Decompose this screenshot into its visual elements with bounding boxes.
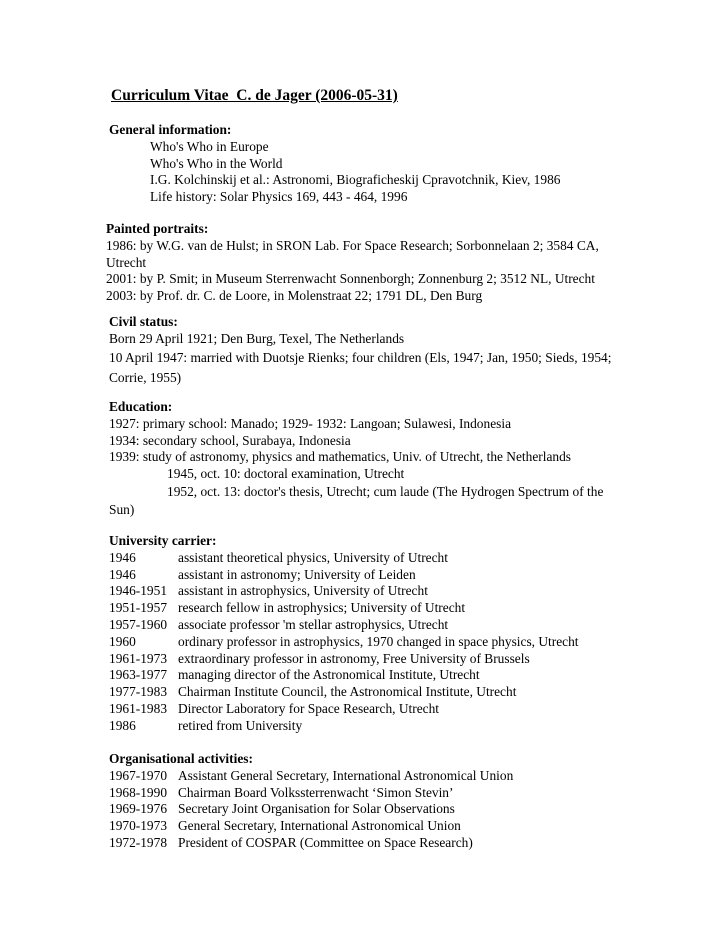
university-career-section [109,533,629,735]
row-year: 1967-1970 [109,767,168,783]
table-row [109,567,629,584]
table-row [109,667,629,684]
table-row [109,818,629,835]
list-item: 1934: secondary school, Surabaya, Indonesia [109,432,351,448]
table-row [109,684,629,701]
list-item: 1952, oct. 13: doctor's thesis, Utrecht; cum laude (The Hydrogen Spectrum of the [167,483,604,499]
section-heading: General information: [109,122,232,137]
section-heading: University carrier: [109,533,217,548]
row-year: 1946 [109,549,136,565]
list-item: 1927: primary school: Manado; 1929- 1932: Langoan; Sulawesi, Indonesia [109,415,512,431]
table-row [109,835,629,852]
row-year: 1968-1990 [109,784,168,800]
education-section [109,399,604,519]
row-description: Secretary Joint Organisation for Solar Observations [178,801,455,817]
row-year: 1963-1977 [109,667,168,683]
section-heading: Painted portraits: [106,221,209,236]
row-year: 1961-1973 [109,650,168,666]
table-row [109,651,629,668]
row-description: managing director of the Astronomical Institute, Utrecht [178,667,480,683]
table-row [109,768,629,785]
organisational-activities-section [109,751,629,852]
list-item: Born 29 April 1921; Den Burg, Texel, The Netherlands [109,330,405,346]
civil-status-section [109,314,614,388]
table-row [109,785,629,802]
row-description: assistant in astronomy; University of Leiden [178,566,416,582]
row-description: Chairman Institute Council, the Astronomical Institute, Utrecht [178,684,517,700]
row-description: Chairman Board Volkssterrenwacht ‘Simon Stevin’ [178,784,454,800]
list-item: Life history: Solar Physics 169, 443 - 464, 1996 [150,189,408,205]
row-year: 1972-1978 [109,834,168,850]
row-description: President of COSPAR (Committee on Space Research) [178,834,473,850]
row-year: 1957-1960 [109,616,168,632]
list-item: 2001: by P. Smit; in Museum Sterrenwacht Sonnenborgh; Zonnenburg 2; 3512 NL, Utrecht [106,271,595,287]
row-year: 1946 [109,566,136,582]
row-description: Assistant General Secretary, International Astronomical Union [178,767,514,783]
row-description: extraordinary professor in astronomy, Free University of Brussels [178,650,530,666]
list-item: I.G. Kolchinskij et al.: Astronomi, Biograficheskij Cpravotchnik, Kiev, 1986 [150,172,561,188]
list-item: 1986: by W.G. van de Hulst; in SRON Lab. For Space Research; Sorbonnelaan 2; 3584 CA, Utrecht [106,237,599,270]
row-description: Director Laboratory for Space Research, Utrecht [178,700,439,716]
list-item: Who's Who in the World [150,155,283,171]
list-item: 1939: study of astronomy, physics and mathematics, Univ. of Utrecht, the Netherlands [109,449,572,465]
row-description: assistant theoretical physics, University of Utrecht [178,549,448,565]
list-item: 1945, oct. 10: doctoral examination, Utrecht [167,466,405,482]
section-heading: Education: [109,399,173,414]
list-item: Sun) [109,501,135,517]
row-year: 1986 [109,717,136,733]
row-year: 1961-1983 [109,700,168,716]
section-heading: Organisational activities: [109,751,253,766]
row-year: 1946-1951 [109,583,168,599]
row-description: assistant in astrophysics, University of Utrecht [178,583,428,599]
list-item: 10 April 1947: married with Duotsje Rienks; four children (Els, 1947; Jan, 1950; Sieds, 1954; Corrie, 1955) [109,349,612,385]
table-row [109,634,629,651]
table-row [109,701,629,718]
row-year: 1977-1983 [109,684,168,700]
general-information-section [109,122,689,206]
row-description: research fellow in astrophysics; University of Utrecht [178,600,466,616]
table-row [109,718,629,735]
document-title: Curriculum Vitae C. de Jager (2006-05-31) [111,87,398,104]
row-year: 1970-1973 [109,818,168,834]
table-row [109,801,629,818]
list-item: 2003: by Prof. dr. C. de Loore, in Molenstraat 22; 1791 DL, Den Burg [106,288,483,304]
section-heading: Civil status: [109,314,178,329]
row-description: retired from University [178,717,303,733]
row-description: General Secretary, International Astronomical Union [178,818,461,834]
row-year: 1960 [109,633,136,649]
row-description: associate professor 'm stellar astrophysics, Utrecht [178,616,449,632]
table-row [109,550,629,567]
table-row [109,583,629,600]
row-year: 1969-1976 [109,801,168,817]
row-description: ordinary professor in astrophysics, 1970 changed in space physics, Utrecht [178,633,579,649]
painted-portraits-section [106,221,606,305]
row-year: 1951-1957 [109,600,168,616]
table-row [109,600,629,617]
list-item: Who's Who in Europe [150,138,269,154]
table-row [109,617,629,634]
